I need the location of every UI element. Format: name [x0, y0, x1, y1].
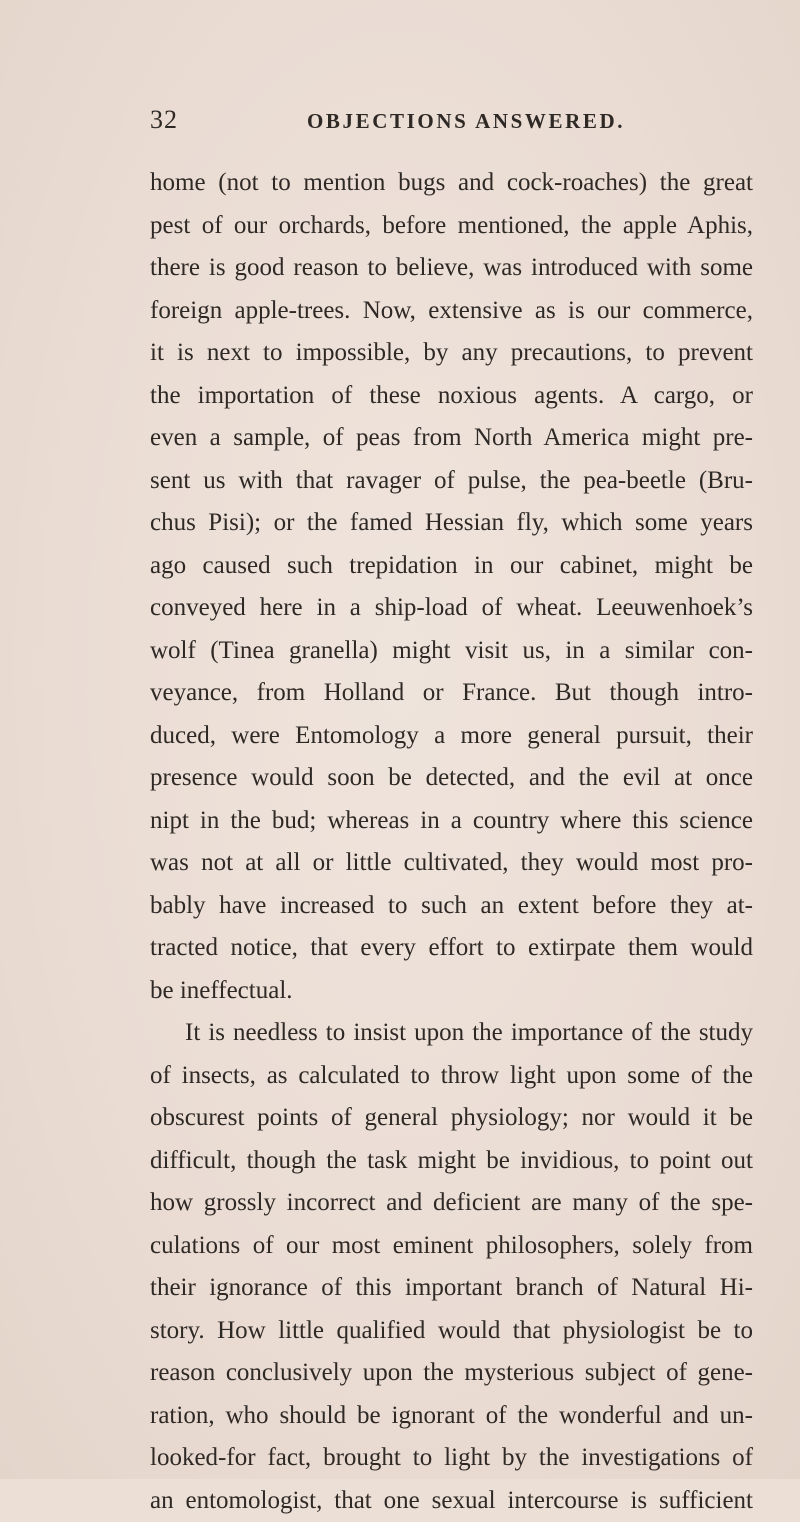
text-line: ago caused such trepidation in our cabinet, might be [150, 545, 753, 588]
page-header [0, 105, 800, 145]
text-line: foreign apple-trees. Now, extensive as is our commerce, [150, 290, 753, 333]
text-line: wolf (Tinea granella) might visit us, in a similar con- [150, 630, 753, 673]
text-line: there is good reason to believe, was introduced with some [150, 247, 753, 290]
text-line: conveyed here in a ship-load of wheat. Leeuwenhoek’s [150, 587, 753, 630]
text-line: chus Pisi); or the famed Hessian fly, which some years [150, 502, 753, 545]
text-line: even a sample, of peas from North America might pre- [150, 417, 753, 460]
text-line: how grossly incorrect and deficient are many of the spe- [150, 1182, 753, 1225]
text-line: duced, were Entomology a more general pursuit, their [150, 715, 753, 758]
text-line: culations of our most eminent philosophers, solely from [150, 1225, 753, 1268]
body-text [150, 162, 753, 1522]
text-line: looked-for fact, brought to light by the investigations of [150, 1437, 753, 1480]
text-line: it is next to impossible, by any precautions, to prevent [150, 332, 753, 375]
text-line: obscurest points of general physiology; nor would it be [150, 1097, 753, 1140]
text-line: home (not to mention bugs and cock-roaches) the great [150, 162, 753, 205]
page-number: 32 [150, 105, 178, 135]
text-line: their ignorance of this important branch of Natural Hi- [150, 1267, 753, 1310]
text-line: bably have increased to such an extent before they at- [150, 885, 753, 928]
text-line: an entomologist, that one sexual intercourse is sufficient [150, 1480, 753, 1522]
paragraph-start-line: It is needless to insist upon the importance of the study [150, 1012, 753, 1055]
text-line: difficult, though the task might be invidious, to point out [150, 1140, 753, 1183]
text-line: story. How little qualified would that physiologist be to [150, 1310, 753, 1353]
text-line: the importation of these noxious agents. A cargo, or [150, 375, 753, 418]
paragraph-end-line: be ineffectual. [150, 970, 753, 1013]
text-line: ration, who should be ignorant of the wonderful and un- [150, 1395, 753, 1438]
text-line: reason conclusively upon the mysterious subject of gene- [150, 1352, 753, 1395]
text-line: sent us with that ravager of pulse, the pea-beetle (Bru- [150, 460, 753, 503]
text-line: tracted notice, that every effort to extirpate them would [150, 927, 753, 970]
text-line: was not at all or little cultivated, they would most pro- [150, 842, 753, 885]
text-line: veyance, from Holland or France. But though intro- [150, 672, 753, 715]
text-line: pest of our orchards, before mentioned, the apple Aphis, [150, 205, 753, 248]
text-line: of insects, as calculated to throw light upon some of the [150, 1055, 753, 1098]
text-line: nipt in the bud; whereas in a country where this science [150, 800, 753, 843]
running-head: OBJECTIONS ANSWERED. [307, 109, 625, 134]
text-line: presence would soon be detected, and the evil at once [150, 757, 753, 800]
